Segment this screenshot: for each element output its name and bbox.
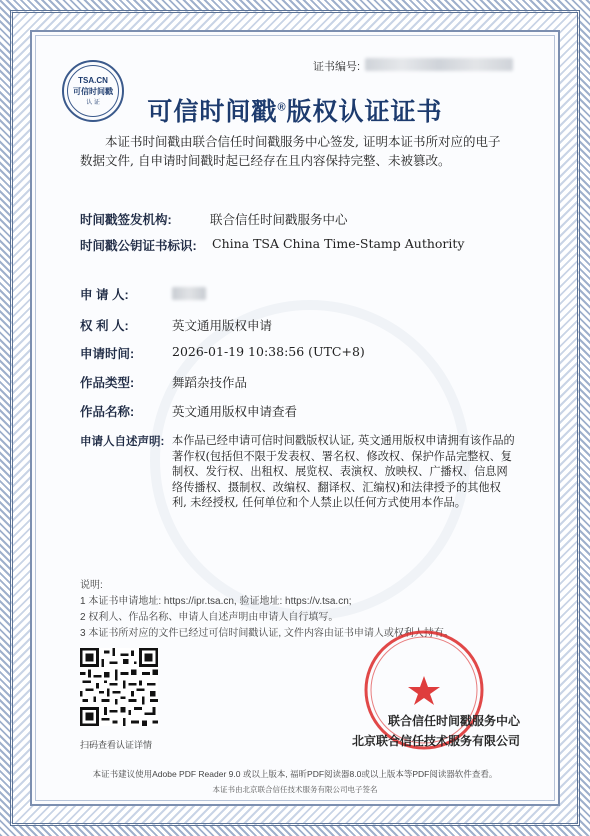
title-text: 可信时间戳 [147,98,278,126]
applicant-redacted [172,287,206,300]
cert-number-redacted [365,58,513,71]
cert-number-label: 证书编号: [313,61,361,73]
notes-heading: 说明: [80,580,103,591]
qr-caption: 扫码查看认证详情 [80,740,153,750]
logo-text-1: TSA.CN [78,76,108,85]
work-type-label: 作品类型: [80,376,135,390]
apply-time-value: 2026-01-19 10:38:56 (UTC+8) [172,344,365,359]
issuer-line-1: 联合信任时间戳服务中心 [387,714,520,728]
applicant-label: 申 请 人: [80,288,129,302]
apply-time-label: 申请时间: [80,347,135,361]
note-item: 2 权利人、作品名称、申请人自述声明由申请人自行填写。 [80,612,339,623]
logo-text-3: 认 证 [86,100,100,106]
issuer-org-label: 时间戳签发机构: [80,213,172,227]
work-name-value: 英文通用版权申请查看 [172,404,298,419]
registered-mark: ® [277,101,287,114]
issuer-org-value: 联合信任时间戳服务中心 [210,212,348,227]
certificate-title [0,92,590,128]
intro-paragraph: 本证书时间戳由联合信任时间戳服务中心签发, 证明本证书所对应的电子数据文件, 自申请时间戳时起已经存在且内容保持完整、未被篡改。 [80,134,501,168]
work-type-value: 舞蹈杂技作品 [172,375,248,390]
footer-viewer-note: 本证书建议使用Adobe PDF Reader 9.0 或以上版本, 福昕PDF阅读器8.0或以上版本等PDF阅读器软件查看。 [92,769,498,779]
issuer-line-2: 北京联合信任技术服务有限公司 [351,734,520,748]
footer-signature-note: 本证书由北京联合信任技术服务有限公司电子签名 [212,785,378,794]
rights-holder-value: 英文通用版权申请 [172,318,273,333]
cert-id-value: China TSA China Time-Stamp Authority [212,236,465,251]
note-item: 3 本证书所对应的文件已经过可信时间戳认证, 文件内容由证书申请人或权利人持有。 [80,628,454,639]
work-name-label: 作品名称: [80,405,135,419]
statement-label: 申请人自述声明: [80,436,165,448]
title-suffix: 版权认证证书 [286,98,443,126]
statement-text: 本作品已经申请可信时间戳版权认证, 英文通用版权申请拥有该作品的著作权(包括但不限于发表权、署名权、修改权、保护作品完整权、复制权、发行权、出租权、展览权、表演权、放映权、广播权、信息网络传播权、摄制权、改编权、翻译权、汇编权)和法律授予的其他权利, 未经授权, 任何单位和个人禁止以任何方式使用本作品。 [172,434,515,509]
rights-holder-label: 权 利 人: [80,319,129,333]
cert-id-label: 时间戳公钥证书标识: [80,239,197,253]
note-item: 1 本证书申请地址: https://ipr.tsa.cn, 验证地址: https://v.tsa.cn; [80,596,352,607]
logo-text-2: 可信时间戳 [73,87,113,96]
